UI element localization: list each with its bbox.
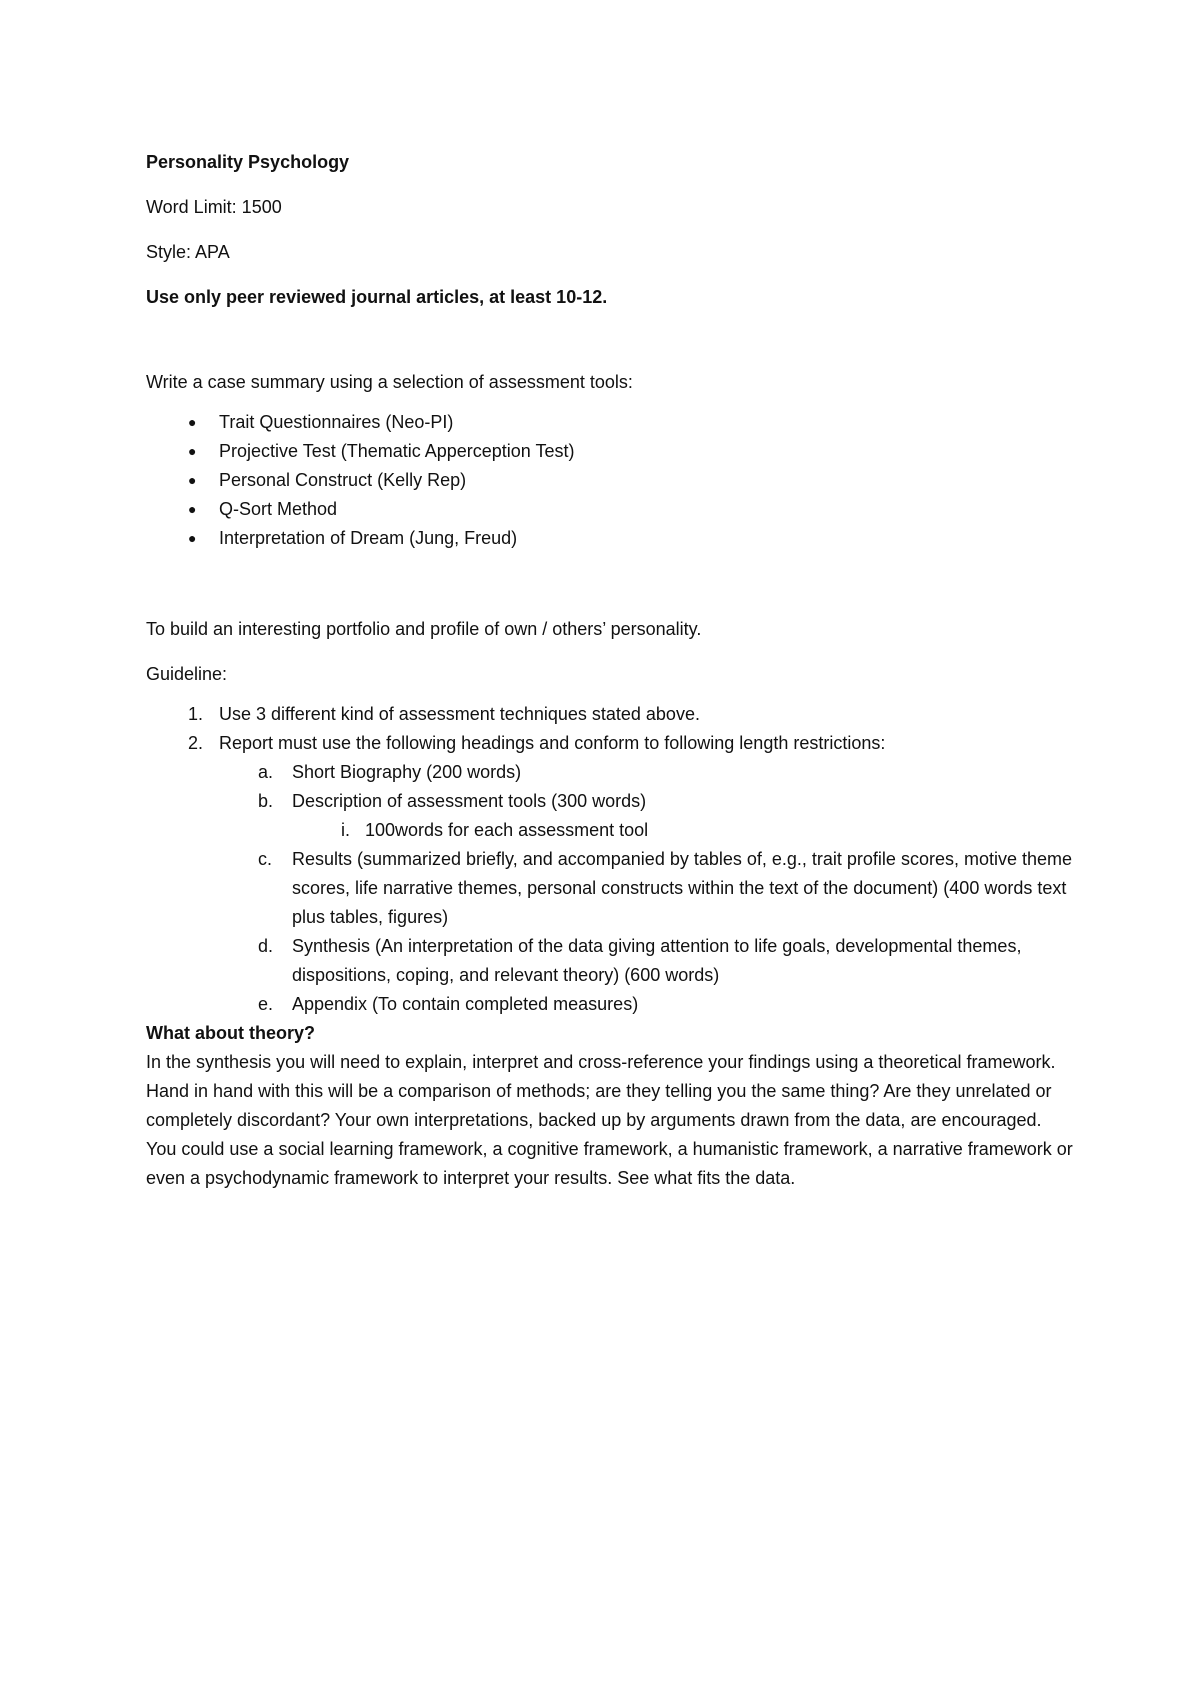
list-item	[146, 437, 1076, 466]
list-marker: b.	[258, 791, 274, 811]
heading-item-d	[258, 932, 1076, 990]
list-item-text: Projective Test (Thematic Apperception Test)	[219, 441, 575, 461]
heading-text: Synthesis (An interpretation of the data giving attention to life goals, developmental themes, dispositions, coping, and relevant theory) (600 words)	[292, 936, 1022, 985]
guideline-list	[146, 700, 1076, 1019]
guideline-item-1	[146, 700, 1076, 729]
list-marker: c.	[258, 849, 273, 869]
list-marker: e.	[258, 994, 274, 1014]
list-item-text: Q-Sort Method	[219, 499, 338, 519]
guideline-item-2	[146, 729, 1076, 1019]
heading-text: Appendix (To contain completed measures)	[292, 994, 639, 1014]
portfolio-goal: To build an interesting portfolio and profile of own / others’ personality.	[146, 619, 702, 639]
list-marker: 2.	[188, 733, 204, 753]
guideline-text: Use 3 different kind of assessment techniques stated above.	[219, 704, 700, 724]
bullet-icon: ●	[188, 414, 197, 430]
heading-item-e	[258, 990, 1076, 1019]
list-marker: d.	[258, 936, 274, 956]
list-marker: 1.	[188, 704, 204, 724]
guideline-label: Guideline:	[146, 664, 228, 684]
list-item	[146, 524, 1076, 553]
word-limit: Word Limit: 1500	[146, 197, 282, 217]
bullet-icon: ●	[188, 501, 197, 517]
heading-item-b	[258, 787, 1076, 845]
guideline-text: Report must use the following headings and conform to following length restrictions:	[219, 733, 886, 753]
theory-paragraph: In the synthesis you will need to explain, interpret and cross-reference your findings using a theoretical framework. Hand in hand with this will be a comparison of methods; are they telling you the same thing? Are they unrelated or completely discordant? Your own interpretations, backed up by arguments drawn from the data, are encouraged. You could use a social learning framework, a cognitive framework, a humanistic framework, a narrative framework or even a psychodynamic framework to interpret your results. See what fits the data.	[146, 1052, 1073, 1188]
list-marker: i.	[341, 820, 350, 840]
document-title: Personality Psychology	[146, 152, 350, 172]
tool-description-list	[341, 816, 1076, 845]
bullet-icon: ●	[188, 443, 197, 459]
heading-item-a	[258, 758, 1076, 787]
report-headings-list	[258, 758, 1076, 1019]
bullet-icon: ●	[188, 530, 197, 546]
sub-item-text: 100words for each assessment tool	[365, 820, 649, 840]
citation-style: Style: APA	[146, 242, 230, 262]
heading-text: Description of assessment tools (300 words)	[292, 791, 647, 811]
list-item	[146, 408, 1076, 437]
heading-text: Results (summarized briefly, and accompanied by tables of, e.g., trait profile scores, motive theme scores, life narrative themes, personal constructs within the text of the document) (400 words text plus tables, figures)	[292, 849, 1073, 927]
list-item-text: Interpretation of Dream (Jung, Freud)	[219, 528, 518, 548]
list-item	[146, 466, 1076, 495]
document-content	[146, 148, 1076, 1193]
list-item-text: Trait Questionnaires (Neo-PI)	[219, 412, 454, 432]
heading-item-c	[258, 845, 1076, 932]
source-requirement: Use only peer reviewed journal articles, at least 10-12.	[146, 287, 608, 307]
bullet-icon: ●	[188, 472, 197, 488]
assessment-tools-list	[146, 408, 1076, 553]
list-item-text: Personal Construct (Kelly Rep)	[219, 470, 467, 490]
sub-item-i	[341, 816, 1076, 845]
list-item	[146, 495, 1076, 524]
list-marker: a.	[258, 762, 274, 782]
task-intro: Write a case summary using a selection of assessment tools:	[146, 372, 633, 392]
theory-heading: What about theory?	[146, 1023, 315, 1043]
heading-text: Short Biography (200 words)	[292, 762, 522, 782]
